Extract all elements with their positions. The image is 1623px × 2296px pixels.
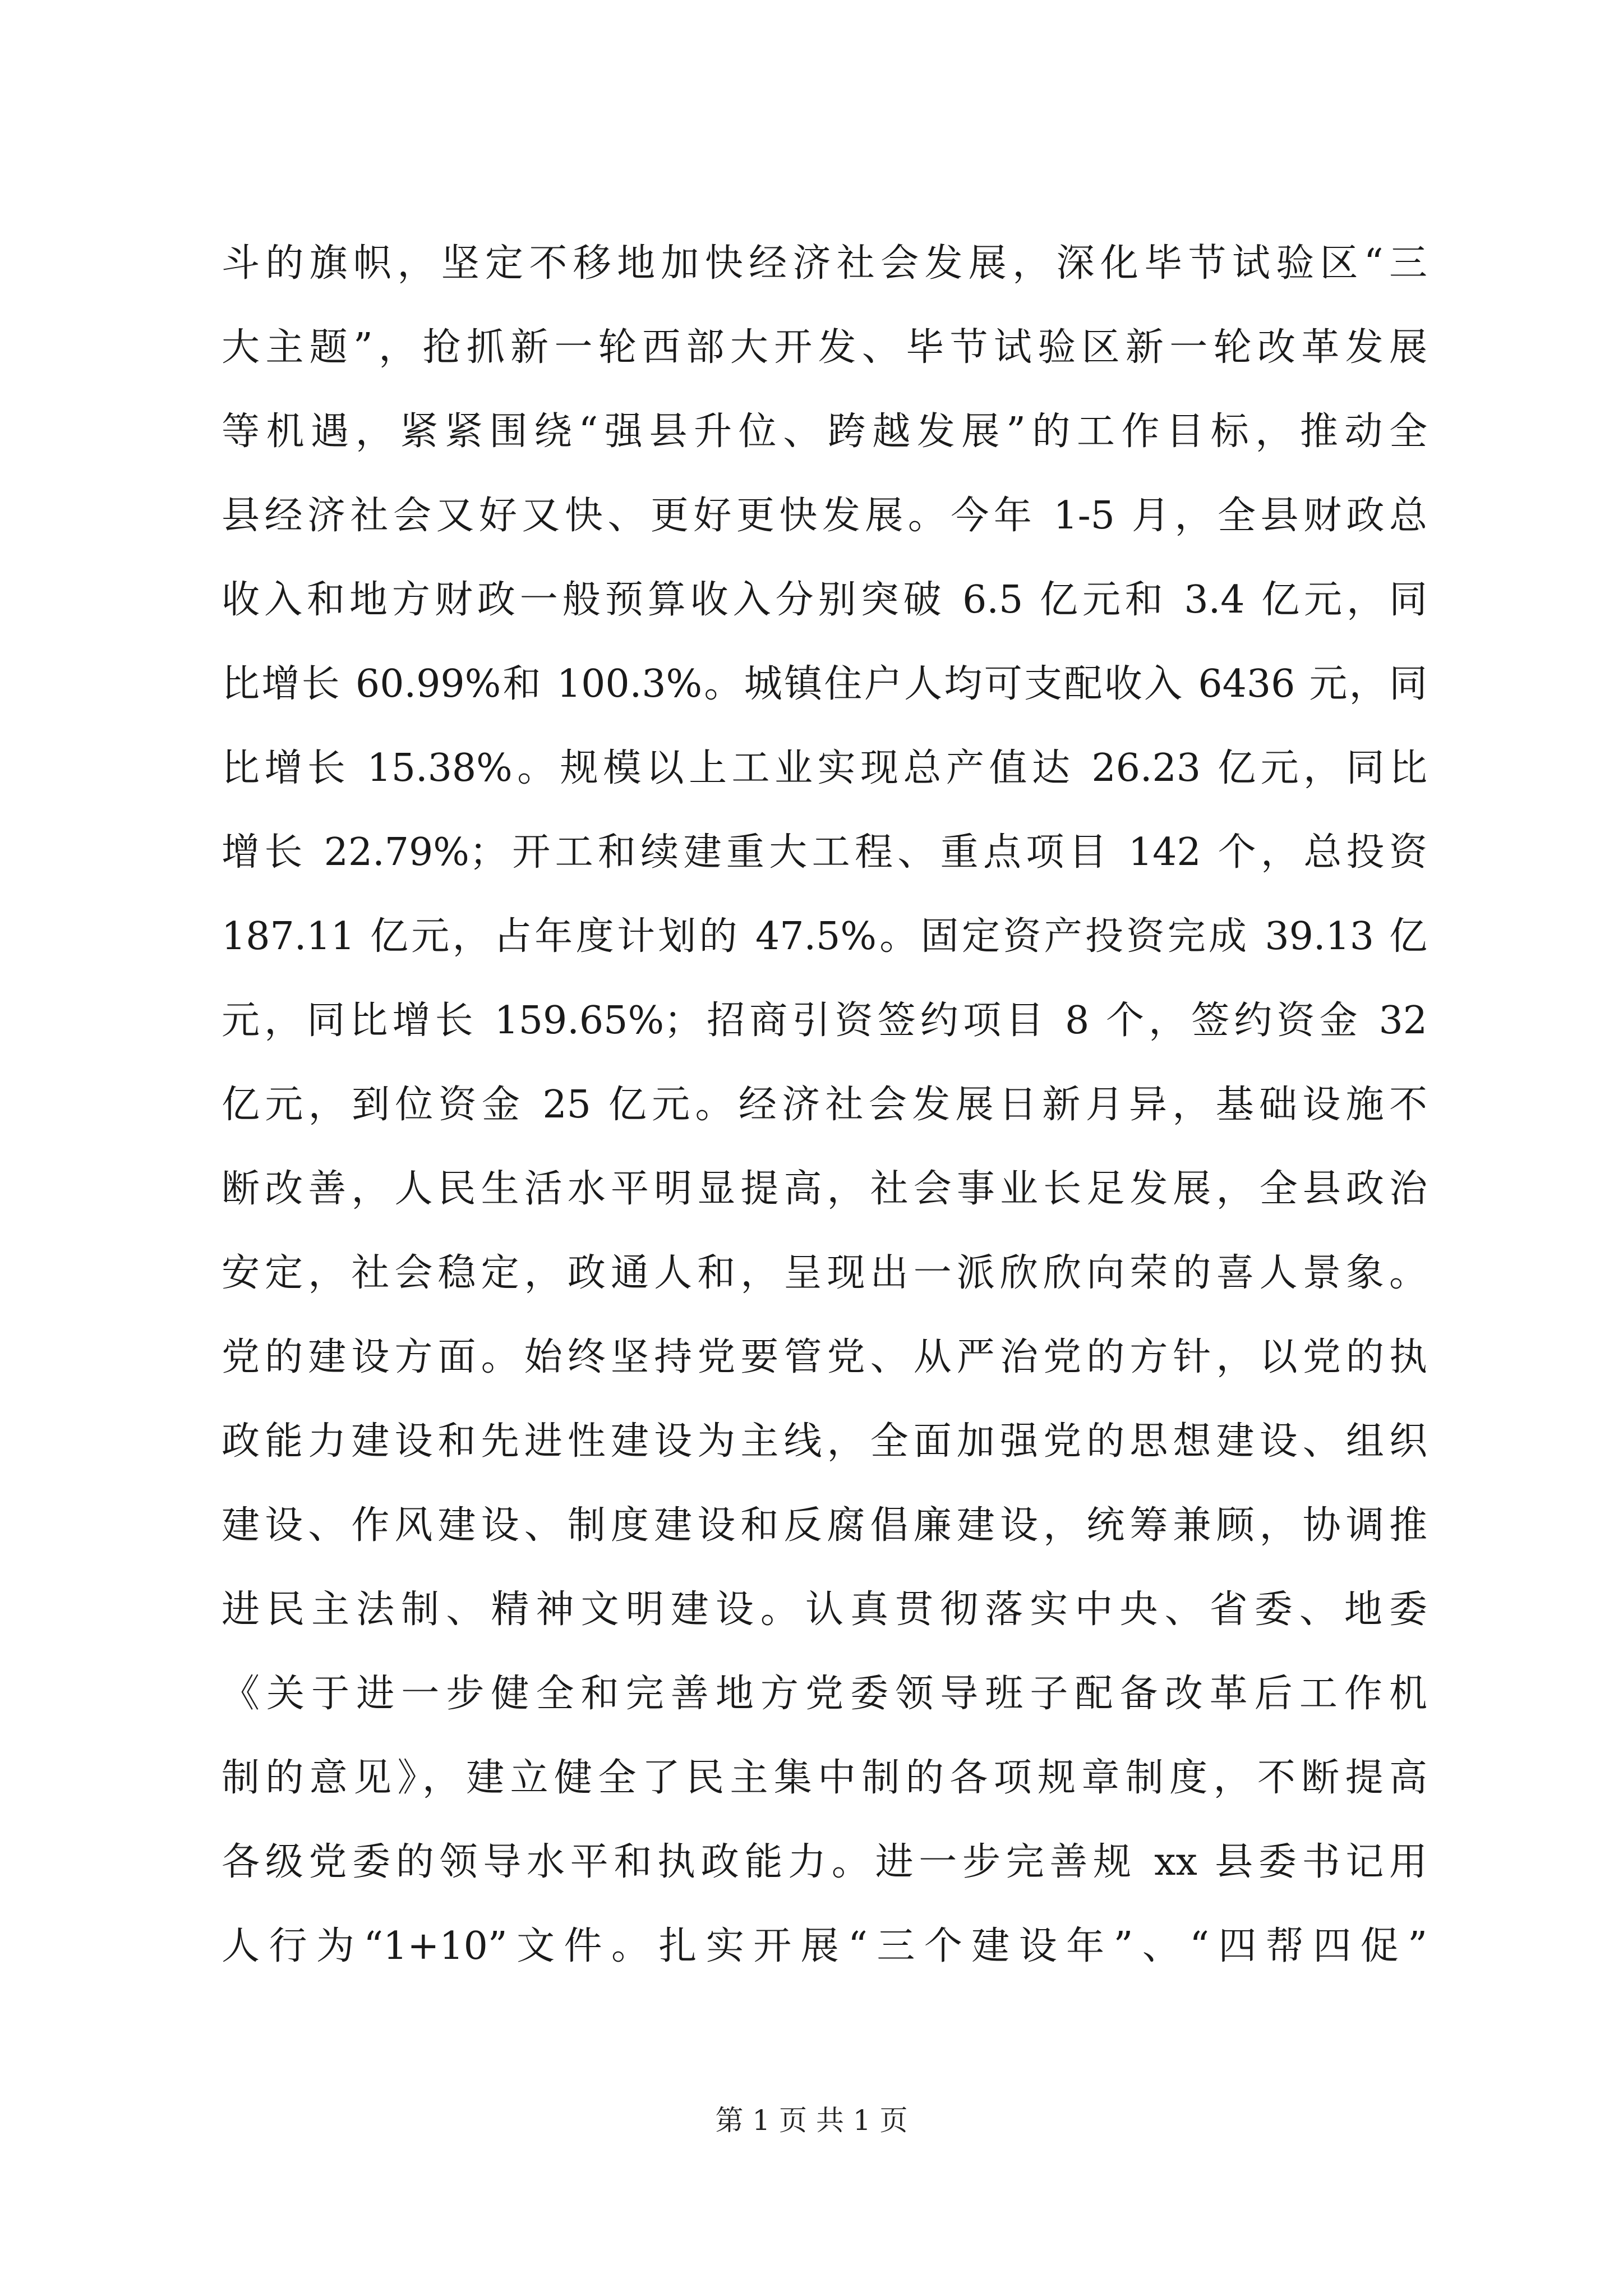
text-line: 187.11 亿元，占年度计划的 47.5%。固定资产投资完成 39.13 亿 <box>222 914 1427 959</box>
text-line: 断改善，人民生活水平明显提高，社会事业长足发展，全县政治 <box>222 1167 1427 1211</box>
text-line: 元，同比增长 159.65%；招商引资签约项目 8 个，签约资金 32 <box>222 999 1427 1043</box>
text-line: 县经济社会又好又快、更好更快发展。今年 1-5 月，全县财政总 <box>222 494 1427 538</box>
text-line: 进民主法制、精神文明建设。认真贯彻落实中央、省委、地委 <box>222 1588 1427 1632</box>
text-line: 人行为“1+10”文件。扎实开展“三个建设年”、“四帮四促” <box>222 1924 1427 1968</box>
text-line: 等机遇，紧紧围绕“强县升位、跨越发展”的工作目标，推动全 <box>222 409 1427 454</box>
text-line: 增长 22.79%；开工和续建重大工程、重点项目 142 个，总投资 <box>222 830 1427 875</box>
text-line: 制的意见》，建立健全了民主集中制的各项规章制度，不断提高 <box>222 1756 1427 1800</box>
text-line: 安定，社会稳定，政通人和，呈现出一派欣欣向荣的喜人景象。 <box>222 1251 1427 1295</box>
text-line: 《关于进一步健全和完善地方党委领导班子配备改革后工作机 <box>222 1672 1427 1716</box>
page-footer: 第 1 页 共 1 页 <box>715 2104 908 2137</box>
text-line: 收入和地方财政一般预算收入分别突破 6.5 亿元和 3.4 亿元，同 <box>222 578 1427 622</box>
text-line: 各级党委的领导水平和执政能力。进一步完善规 xx 县委书记用 <box>222 1840 1427 1884</box>
text-line: 政能力建设和先进性建设为主线，全面加强党的思想建设、组织 <box>222 1419 1427 1464</box>
text-line: 比增长 60.99%和 100.3%。城镇住户人均可支配收入 6436 元，同 <box>222 662 1427 706</box>
text-line: 建设、作风建设、制度建设和反腐倡廉建设，统筹兼顾，协调推 <box>222 1503 1427 1548</box>
text-line: 大主题”，抢抓新一轮西部大开发、毕节试验区新一轮改革发展 <box>222 325 1427 370</box>
body-text <box>222 222 1427 1989</box>
text-line: 党的建设方面。始终坚持党要管党、从严治党的方针，以党的执 <box>222 1335 1427 1379</box>
text-line: 比增长 15.38%。规模以上工业实现总产值达 26.23 亿元，同比 <box>222 746 1427 790</box>
text-line: 斗的旗帜，坚定不移地加快经济社会发展，深化毕节试验区“三 <box>222 241 1427 286</box>
text-line: 亿元，到位资金 25 亿元。经济社会发展日新月异，基础设施不 <box>222 1083 1427 1127</box>
